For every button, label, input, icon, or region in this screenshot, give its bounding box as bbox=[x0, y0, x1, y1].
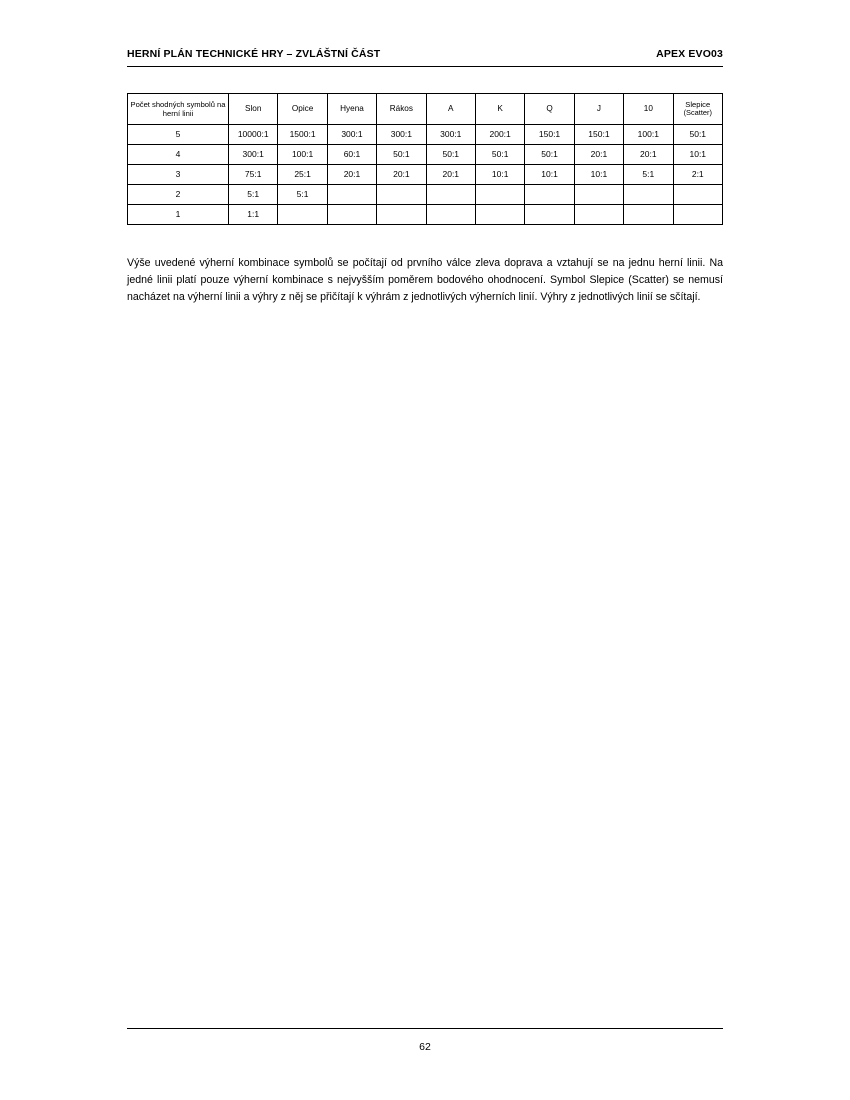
cell-q: 10:1 bbox=[525, 165, 574, 185]
column-header-a: A bbox=[426, 94, 475, 125]
cell-opice: 25:1 bbox=[278, 165, 327, 185]
cell-hyena: 300:1 bbox=[327, 125, 376, 145]
cell-q bbox=[525, 205, 574, 225]
table-row bbox=[128, 125, 723, 145]
column-header-symbol-count: Počet shodných symbolů na herní linii bbox=[128, 94, 229, 125]
cell-rakos: 300:1 bbox=[377, 125, 426, 145]
cell-opice: 5:1 bbox=[278, 185, 327, 205]
header-title-left: HERNÍ PLÁN TECHNICKÉ HRY – ZVLÁŠTNÍ ČÁST bbox=[127, 48, 381, 60]
cell-slon: 75:1 bbox=[229, 165, 278, 185]
paytable-body bbox=[128, 125, 723, 225]
cell-hyena: 60:1 bbox=[327, 145, 376, 165]
cell-q bbox=[525, 185, 574, 205]
table-header-row bbox=[128, 94, 723, 125]
column-header-rakos: Rákos bbox=[377, 94, 426, 125]
column-header-slon: Slon bbox=[229, 94, 278, 125]
cell-opice: 1500:1 bbox=[278, 125, 327, 145]
table-row bbox=[128, 185, 723, 205]
page-footer bbox=[127, 1028, 723, 1053]
cell-k: 10:1 bbox=[475, 165, 524, 185]
cell-a: 300:1 bbox=[426, 125, 475, 145]
cell-rakos bbox=[377, 185, 426, 205]
column-header-slepice-main: Slepice bbox=[685, 100, 711, 109]
cell-rakos: 20:1 bbox=[377, 165, 426, 185]
cell-slon: 5:1 bbox=[229, 185, 278, 205]
cell-hyena bbox=[327, 205, 376, 225]
explanatory-paragraph: Výše uvedené výherní kombinace symbolů se počítají od prvního válce zleva doprava a vztahují se na jednu herní linii. Na jedné linii platí pouze výherní kombinace s nejvyšším poměrem bodového ohodnocení. Symbol Slepice (Scatter) se nemusí nacházet na výherní linii a výhry z něj se přičítají k výhrám z jednotlivých výherních linií. Výhry z jednotlivých linií se sčítají. bbox=[127, 257, 723, 304]
column-header-q: Q bbox=[525, 94, 574, 125]
cell-hyena bbox=[327, 185, 376, 205]
column-header-10: 10 bbox=[624, 94, 673, 125]
column-header-j: J bbox=[574, 94, 623, 125]
cell-count: 3 bbox=[128, 165, 229, 185]
cell-10: 20:1 bbox=[624, 145, 673, 165]
cell-k: 200:1 bbox=[475, 125, 524, 145]
cell-10: 5:1 bbox=[624, 165, 673, 185]
cell-a bbox=[426, 205, 475, 225]
cell-slepice bbox=[673, 185, 722, 205]
cell-j: 20:1 bbox=[574, 145, 623, 165]
cell-slon: 300:1 bbox=[229, 145, 278, 165]
cell-slepice: 50:1 bbox=[673, 125, 722, 145]
column-header-slepice-sub: (Scatter) bbox=[683, 108, 712, 118]
cell-count: 4 bbox=[128, 145, 229, 165]
cell-k bbox=[475, 185, 524, 205]
paytable-container bbox=[127, 93, 723, 225]
cell-j bbox=[574, 185, 623, 205]
cell-q: 150:1 bbox=[525, 125, 574, 145]
cell-slepice bbox=[673, 205, 722, 225]
column-header-k: K bbox=[475, 94, 524, 125]
page-number: 62 bbox=[419, 1041, 431, 1053]
table-row bbox=[128, 145, 723, 165]
cell-j bbox=[574, 205, 623, 225]
table-row bbox=[128, 165, 723, 185]
cell-slepice: 10:1 bbox=[673, 145, 722, 165]
footer-divider bbox=[127, 1028, 723, 1029]
cell-k: 50:1 bbox=[475, 145, 524, 165]
cell-a: 50:1 bbox=[426, 145, 475, 165]
cell-j: 150:1 bbox=[574, 125, 623, 145]
cell-10: 100:1 bbox=[624, 125, 673, 145]
paytable-header-row bbox=[128, 94, 723, 125]
cell-hyena: 20:1 bbox=[327, 165, 376, 185]
page-content bbox=[127, 48, 723, 317]
cell-a: 20:1 bbox=[426, 165, 475, 185]
paytable bbox=[127, 93, 723, 225]
cell-opice: 100:1 bbox=[278, 145, 327, 165]
cell-a bbox=[426, 185, 475, 205]
cell-count: 1 bbox=[128, 205, 229, 225]
cell-count: 5 bbox=[128, 125, 229, 145]
header-divider bbox=[127, 66, 723, 67]
cell-rakos: 50:1 bbox=[377, 145, 426, 165]
cell-opice bbox=[278, 205, 327, 225]
column-header-hyena: Hyena bbox=[327, 94, 376, 125]
table-row bbox=[128, 205, 723, 225]
cell-slon: 1:1 bbox=[229, 205, 278, 225]
column-header-opice: Opice bbox=[278, 94, 327, 125]
cell-k bbox=[475, 205, 524, 225]
header-title-right: APEX EVO03 bbox=[656, 48, 723, 60]
cell-count: 2 bbox=[128, 185, 229, 205]
cell-10 bbox=[624, 205, 673, 225]
cell-slepice: 2:1 bbox=[673, 165, 722, 185]
cell-rakos bbox=[377, 205, 426, 225]
cell-slon: 10000:1 bbox=[229, 125, 278, 145]
cell-q: 50:1 bbox=[525, 145, 574, 165]
page-header bbox=[127, 48, 723, 66]
cell-j: 10:1 bbox=[574, 165, 623, 185]
column-header-slepice-scatter bbox=[673, 94, 722, 125]
cell-10 bbox=[624, 185, 673, 205]
